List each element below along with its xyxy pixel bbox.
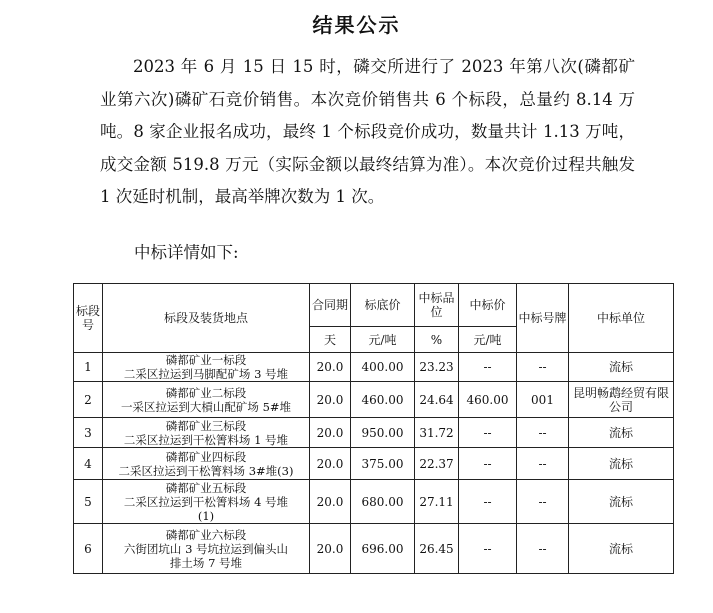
cell-lot-no: 6 [74, 524, 103, 574]
lot-name: 磷都矿业四标段 [165, 449, 247, 464]
cell-bid-number: -- [517, 353, 569, 382]
cell-floor-price: 696.00 [351, 524, 415, 574]
cell-grade: 26.45 [415, 524, 459, 574]
cell-lot-location [103, 524, 310, 574]
unit-grade: % [415, 327, 459, 353]
cell-bid-number: 001 [517, 382, 569, 418]
cell-lot-location [103, 418, 310, 448]
unit-contract-period: 天 [310, 327, 351, 353]
unit-winning-price: 元/吨 [459, 327, 517, 353]
page-title: 结果公示 [312, 13, 401, 37]
cell-bid-number: -- [517, 418, 569, 448]
cell-winning-price: -- [459, 418, 517, 448]
cell-lot-no: 3 [74, 418, 103, 448]
announcement-paragraph: 2023 年 6 月 15 日 15 时，磷交所进行了 2023 年第八次(磷都矿业第六次)磷矿石竞价销售。本次竞价销售共 6 个标段，总量约 8.14 万吨。8 家企业报名成功，最终 1 个标段竞价成功，数量共计 1.13 万吨，成交金额 519.8 万元（实际金额以最终结算为准）。本次竞价过程共触发 1 次延时机制，最高举牌次数为 1 次。 [100, 57, 635, 206]
lot-name: 磷都矿业六标段 [165, 527, 247, 542]
table-row [74, 524, 674, 574]
cell-grade: 27.11 [415, 480, 459, 524]
cell-winner: 流标 [569, 448, 674, 480]
cell-winning-price: 460.00 [459, 382, 517, 418]
cell-floor-price: 460.00 [351, 382, 415, 418]
cell-lot-no: 5 [74, 480, 103, 524]
table-row [74, 418, 674, 448]
cell-winning-price: -- [459, 448, 517, 480]
cell-lot-location [103, 448, 310, 480]
header-contract-period: 合同期 [310, 284, 351, 327]
lot-name: 磷都矿业三标段 [165, 418, 247, 433]
lot-name: 磷都矿业一标段 [165, 353, 247, 367]
table-row [74, 353, 674, 382]
cell-floor-price: 680.00 [351, 480, 415, 524]
cell-grade: 31.72 [415, 418, 459, 448]
lot-route: 六街团坑山 3 号坑拉运到偏头山 [123, 541, 289, 556]
details-subheading: 中标详情如下: [134, 243, 239, 262]
cell-bid-number: -- [517, 524, 569, 574]
lot-route: 一采区拉运到大槓山配矿场 5#堆 [120, 399, 292, 414]
cell-winner: 流标 [569, 353, 674, 382]
lot-route-cont: (1) [197, 508, 215, 523]
cell-contract-period: 20.0 [310, 524, 351, 574]
header-winning-price: 中标价 [459, 284, 517, 327]
cell-lot-location [103, 480, 310, 524]
lot-route: 二采区拉运到马脚配矿场 3 号堆 [123, 367, 289, 381]
table-row [74, 382, 674, 418]
cell-contract-period: 20.0 [310, 480, 351, 524]
cell-contract-period: 20.0 [310, 382, 351, 418]
cell-bid-number: -- [517, 480, 569, 524]
header-grade: 中标品位 [415, 284, 459, 327]
cell-lot-location [103, 353, 310, 382]
unit-floor-price: 元/吨 [351, 327, 415, 353]
cell-bid-number: -- [517, 448, 569, 480]
lot-name: 磷都矿业五标段 [165, 480, 247, 495]
lot-route-cont: 排土场 7 号堆 [169, 555, 243, 570]
cell-floor-price: 400.00 [351, 353, 415, 382]
header-floor-price: 标底价 [351, 284, 415, 327]
table-row [74, 480, 674, 524]
cell-lot-no: 4 [74, 448, 103, 480]
cell-grade: 24.64 [415, 382, 459, 418]
cell-winning-price: -- [459, 524, 517, 574]
cell-winning-price: -- [459, 353, 517, 382]
cell-grade: 23.23 [415, 353, 459, 382]
header-winner: 中标单位 [569, 284, 674, 353]
header-lot-no: 标段号 [74, 284, 103, 353]
cell-contract-period: 20.0 [310, 448, 351, 480]
lot-route: 二采区拉运到干松箐料场 4 号堆 [123, 494, 289, 509]
cell-winner: 昆明畅鹉经贸有限公司 [569, 382, 674, 418]
table-row [74, 448, 674, 480]
header-bid-number: 中标号牌 [517, 284, 569, 353]
cell-grade: 22.37 [415, 448, 459, 480]
lot-route: 二采区拉运到干松箐料场 3#堆(3) [118, 463, 294, 478]
cell-lot-no: 1 [74, 353, 103, 382]
cell-winner: 流标 [569, 480, 674, 524]
cell-winner: 流标 [569, 524, 674, 574]
lot-name: 磷都矿业二标段 [165, 385, 247, 400]
cell-lot-location [103, 382, 310, 418]
cell-contract-period: 20.0 [310, 353, 351, 382]
cell-floor-price: 950.00 [351, 418, 415, 448]
lot-route: 二采区拉运到干松箐料场 1 号堆 [123, 432, 289, 447]
cell-floor-price: 375.00 [351, 448, 415, 480]
cell-winner: 流标 [569, 418, 674, 448]
cell-contract-period: 20.0 [310, 418, 351, 448]
cell-lot-no: 2 [74, 382, 103, 418]
cell-winning-price: -- [459, 480, 517, 524]
header-lot-location: 标段及装货地点 [103, 284, 310, 353]
results-table [73, 283, 674, 574]
